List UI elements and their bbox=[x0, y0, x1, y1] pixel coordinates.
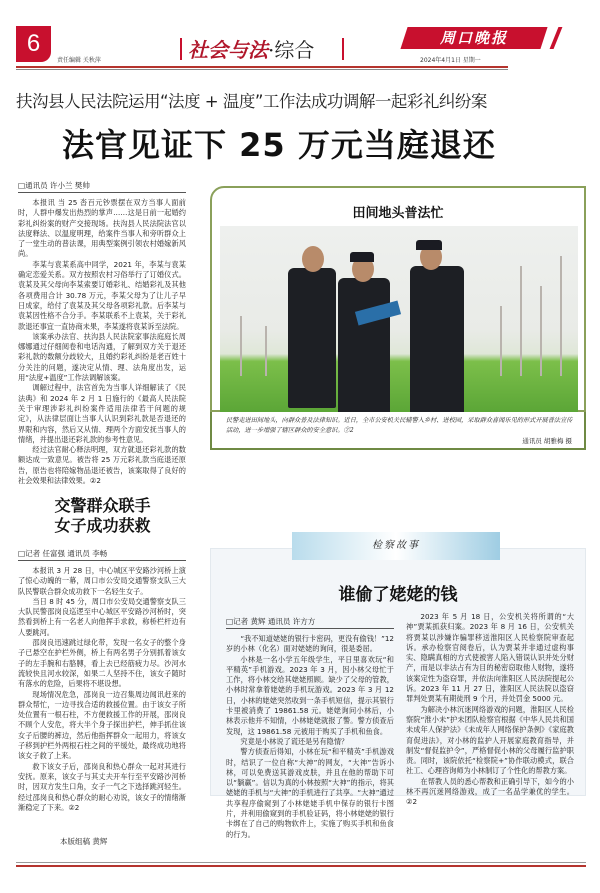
photo-feature-panel bbox=[210, 186, 586, 412]
logo-slash-decoration bbox=[550, 27, 563, 49]
lead-story-headline: 法官见证下 25 万元当庭退还 bbox=[62, 126, 496, 164]
byline-rule bbox=[226, 628, 394, 629]
section-divider-right bbox=[342, 38, 344, 60]
paragraph: 警方侦查后得知，小林在玩“和平精英”手机游戏时，结识了一位自称“大神”的网友，“大神”告诉小林，可以免费送其游戏皮肤，并且在他的帮助下可以“躺赢”。信以为真的小林按照“大神”的指示，将其姥姥的手机与“大神”的手机进行了共享。“大神”通过共享程序偷窥到了小林姥姥手机中保存的银行卡图片，并利用偷窥到的手机验证码，将小林姥姥的银行卡绑在了自己的购物软件上，实施了购买手机和鱼食的行为。 bbox=[226, 747, 394, 839]
paragraph: 邵岗良迅速跳过绿化带，发现一名女子的整个身子已悬空在护栏外侧，桥上有两名男子分别抓着该女子的左手腕和右胳膊，看上去已经筋疲力尽。沙河水流较快且河水较深，如果二人坚持不住，该女子随时有落水的危险，后果将不堪设想。 bbox=[18, 638, 186, 689]
procuratorate-story-headline: 谁偷了姥姥的钱 bbox=[338, 585, 458, 605]
paragraph: 救下该女子后，邵岗良和热心群众一起对其进行安抚。原来，该女子与其丈夫开车行至平安路沙河桥时，因双方发生口角，女子一气之下选择跳河轻生。经过邵岗良和热心群众的耐心劝说，该女子的情绪渐渐稳定了下来。②2 bbox=[18, 761, 186, 812]
tree bbox=[520, 266, 522, 376]
paragraph: 经过法官耐心释法明理，双方就退还彩礼款的数额达成一致意见。被告将 25 万元彩礼款当庭退还原告，原告也将陪嫁物品退还被告，该案取得了良好的社会效果和法律效果。②2 bbox=[18, 445, 186, 486]
paragraph: 本报讯 3 月 28 日，中心城区平安路沙河桥上演了惊心动魄的一幕，周口市公安局交通警察支队三大队民警联合群众成功救下一名轻生女子。 bbox=[18, 566, 186, 596]
second-story-byline: □记者 任富强 通讯员 李畅 bbox=[18, 549, 108, 558]
officer-figure bbox=[338, 278, 390, 414]
paragraph: 当日 8 时 45 分，周口市公安局交通警察支队三大队民警邵岗良巡逻至中心城区平安路沙河桥时，突然看到桥上有一名老人向他挥手求救，称桥栏杆边有人要跳河。 bbox=[18, 596, 186, 637]
procuratorate-story-byline: □记者 黄辉 通讯员 许方方 bbox=[226, 617, 316, 626]
tree bbox=[240, 316, 242, 376]
byline-rule bbox=[18, 560, 186, 561]
paragraph: 该案承办法官、扶沟县人民法院家事法庭庭长周娜娜通过仔细阅卷和电话沟通，了解到双方关于退还彩礼款的数额分歧较大，且婚约彩礼纠纷是老百姓十分关注的问题，遂决定从情、理、法角度出发，运用“法度+温度”工作法调解该案。 bbox=[18, 331, 186, 383]
tree bbox=[500, 306, 502, 376]
police-cap bbox=[350, 252, 374, 262]
tree bbox=[560, 256, 562, 376]
procuratorate-story-body-col2 bbox=[406, 612, 574, 807]
photo-feature-title: 田间地头普法忙 bbox=[352, 206, 444, 221]
second-story-headline-line1: 交警群众联手 bbox=[54, 496, 151, 515]
paragraph: 在帮教人员的悉心帮教和正确引导下，如今的小林不再沉迷网络游戏，成了一名品学兼优的学生。②2 bbox=[406, 776, 574, 807]
paragraph: 本报讯 当 25 沓百元钞票摆在双方当事人面前时，人群中爆发出热烈的掌声……这是日前一起婚约彩礼纠纷案的财产交接现场。扶沟县人民法院法官以法度释法、以温度明理，给案件当事人和旁听群众上了一堂生动的普法课，用典型案例引领农村婚嫁新风尚。 bbox=[18, 198, 186, 259]
layout-credit: 本版组稿 黄辉 bbox=[60, 837, 108, 846]
section-title-secondary: 综合 bbox=[274, 38, 315, 62]
lead-story-kicker: 扶沟县人民法院运用“法度 + 温度”工作法成功调解一起彩礼纠纷案 bbox=[16, 92, 487, 111]
officer-figure bbox=[410, 266, 464, 414]
villager-figure bbox=[288, 268, 336, 408]
paragraph: 2023 年 5 月 18 日，公安机关将所谓的“大神”贾某抓获归案。2023 年 8 月 16 日，公安机关将贾某以涉嫌诈骗罪移送淮阳区人民检察院审查起诉。承办检察官阅卷后，认为贾某并非通过虚构事实、隐瞒真相的方式使被害人陷入错误认识并处分财产，而是以非法占有为目的秘密窃取他人财物，遂将该案定性为盗窃罪，并依法向淮阳区人民法院提起公诉。2023 年 11 月 27 日，淮阳区人民法院以盗窃罪判处贾某有期徒刑 9 个月，并处罚金 5000 元。 bbox=[406, 612, 574, 704]
tree bbox=[265, 326, 267, 376]
column-tag: 检察故事 bbox=[372, 540, 420, 551]
newspaper-name: 周口晚报 bbox=[439, 29, 508, 47]
photo-caption-box bbox=[210, 412, 586, 450]
masthead-rule-thin bbox=[16, 69, 508, 70]
paragraph: 调解过程中，法官首先为当事人详细解读了《民法典》和 2024 年 2 月 1 日施行的《最高人民法院关于审理涉彩礼纠纷案件适用法律若干问题的规定》，从法律层面让当事人认识到彩礼款是否退还的界限和内容，然后又从情、理两个方面安抚当事人的情绪，并提出退还彩礼款的参考性意见。 bbox=[18, 383, 186, 444]
editor-credit: 责任编辑 关秋萍 bbox=[57, 57, 101, 64]
photo-caption: 民警走进田间地头，向群众普及法律知识。近日，全市公安机关民辅警入乡村、进校园，采取群众喜闻乐见的形式开展普法宣传活动，进一步增强了辖区群众的安全意识。②2 bbox=[226, 417, 573, 434]
section-divider-left bbox=[180, 38, 182, 60]
footer-rule bbox=[16, 865, 586, 867]
paragraph: “我不知道姥姥的银行卡密码，更没有偷钱！”12 岁的小林（化名）面对姥姥的询问，很是委屈。 bbox=[226, 634, 394, 654]
second-story-body bbox=[18, 566, 186, 813]
newspaper-logo bbox=[404, 27, 562, 49]
villager-head bbox=[302, 246, 324, 272]
column-tag-band bbox=[292, 532, 500, 560]
section-title bbox=[188, 34, 338, 63]
issue-date: 2024年4月1日 星期一 bbox=[420, 57, 481, 64]
section-title-dot: · bbox=[268, 38, 275, 62]
paragraph: 现场情况危急，邵岗良一边召集周边闻讯赶来的群众帮忙，一边寻找合适的救援位置。由于该女子所处位置有一根石柱，不方便救援工作的开展，邵岗良不顾个人安危，将大半个身子探出护栏，伸手抓住该女子后腰的裤边，然后他指挥群众一起用力，将该女子移到护栏外两根石柱之间的平缓处，最终成功地将该女子救了上来。 bbox=[18, 689, 186, 761]
lead-story-byline: □通讯员 许小兰 樊帅 bbox=[18, 181, 90, 190]
news-photo bbox=[220, 226, 578, 414]
section-title-primary: 社会与法 bbox=[188, 38, 268, 62]
page-number-badge: 6 bbox=[16, 26, 51, 62]
lead-story-body bbox=[18, 198, 186, 486]
photo-credit: 通讯员 胡雅梅 摄 bbox=[522, 437, 572, 445]
paragraph: 李某与袁某系高中同学，2021 年，李某与袁某确定恋爱关系。双方按照农村习俗举行了订婚仪式。袁某及其父母向李某索要订婚彩礼、结婚彩礼及其他各项费用合计 30.78 万元，李某父母为了让儿子早日成家，给付了袁某及其父母各项彩礼款。后李某与袁某因性格不合分手。李某联系不上袁某，关于彩礼款退还事宜一直协商未果，李某遂将袁某诉至法院。 bbox=[18, 259, 186, 331]
paragraph: 小林是一名小学五年级学生，平日里喜欢玩“和平精英”手机游戏。2023 年 3 月，因小林父母忙于工作，将小林交给其姥姥照顾。缺少了父母的管教，小林时常拿着姥姥的手机玩游戏。2023 年 3 月 12 日，小林的姥姥突然收到一条手机短信，提示其银行卡里被消费了 19861.58 元。姥姥询问小林后，小林表示他并不知情，小林姥姥就报了警。警方侦查后发现，这 19861.58 元被用于购买了手机和鱼食。 bbox=[226, 654, 394, 736]
second-story-headline-line2: 女子成功获救 bbox=[54, 516, 151, 535]
masthead-rule bbox=[16, 66, 508, 68]
footer-rule-thin bbox=[16, 862, 586, 863]
paragraph: 究竟是小林说了谎还是另有隐情？ bbox=[240, 736, 349, 746]
procuratorate-story-body-col1 bbox=[226, 634, 394, 839]
paragraph: 为解决小林沉迷网络游戏的问题，淮阳区人民检察院“淮小未”护未团队检察官根据《中华人民共和国未成年人保护法》《未成年人网络保护条例》《家庭教育促进法》，对小林的监护人开展家庭教育指导，并制发“督促监护令”，严格督促小林的父母履行监护职责。同时，该院依托“检察院+”协作联动模式，联合社工、心理咨询师为小林制订了个性化的帮教方案。 bbox=[406, 704, 574, 776]
tree bbox=[540, 286, 542, 376]
masthead bbox=[0, 0, 600, 72]
byline-rule bbox=[18, 192, 186, 193]
police-cap bbox=[416, 240, 442, 250]
